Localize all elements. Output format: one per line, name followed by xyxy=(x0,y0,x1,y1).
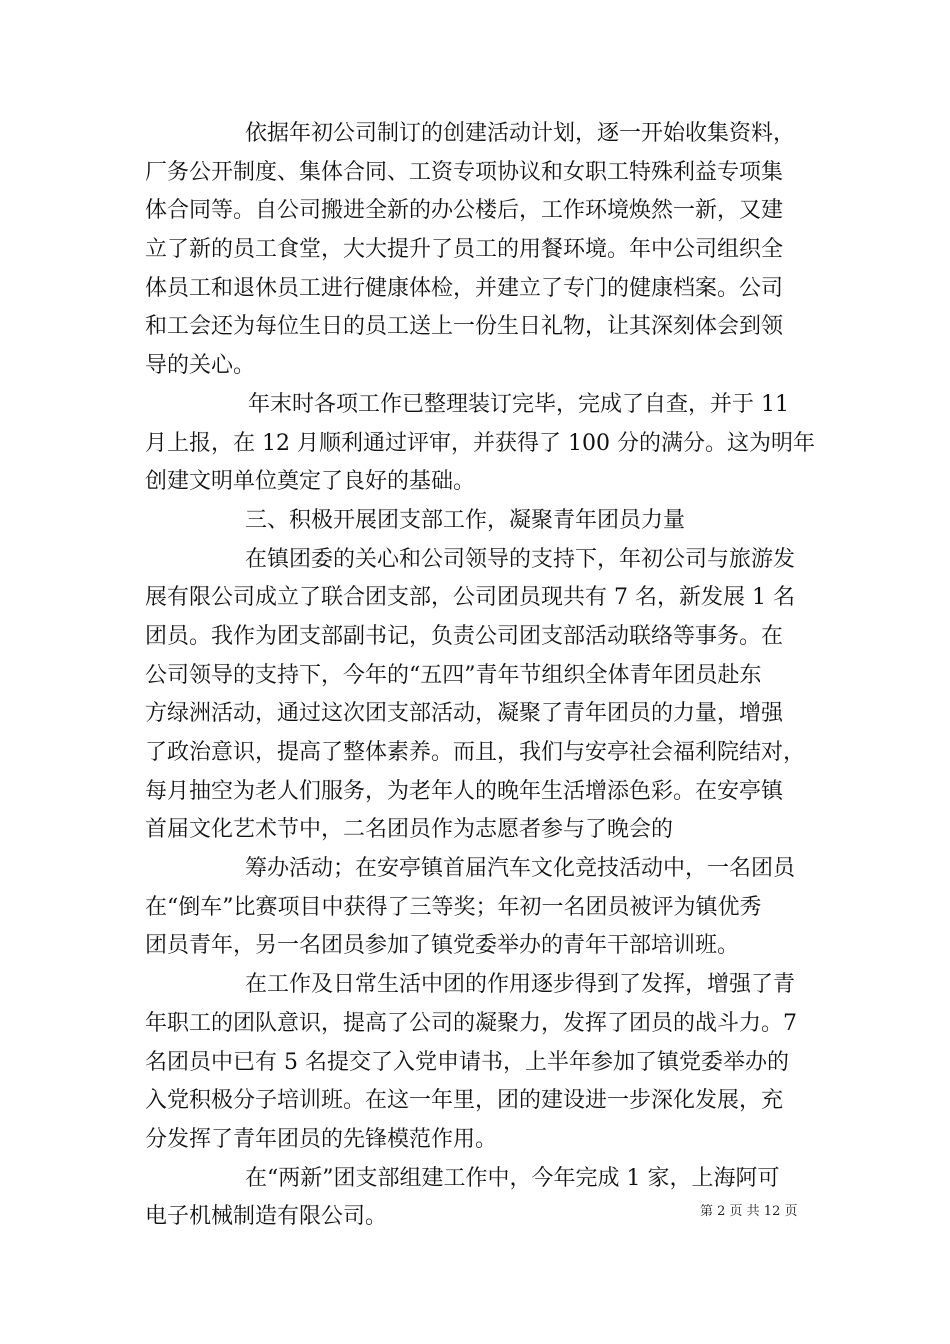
paragraph-line: 首届文化艺术节中，二名团员作为志愿者参与了晚会的 xyxy=(145,817,674,843)
paragraph-line: 在“两新”团支部组建工作中，今年完成 1 家，上海阿可 xyxy=(245,1165,780,1191)
paragraph-line: 创建文明单位奠定了良好的基础。 xyxy=(145,469,476,495)
document-body xyxy=(145,115,825,1237)
paragraph-line: 名团员中已有 5 名提交了入党申请书，上半年参加了镇党委举办的 xyxy=(145,1049,789,1075)
paragraph-line: 立了新的员工食堂，大大提升了员工的用餐环境。年中公司组织全 xyxy=(145,237,784,263)
paragraph-line: 在镇团委的关心和公司领导的支持下，年初公司与旅游发 xyxy=(245,546,796,572)
page-number-footer: 第 2 页 共 12 页 xyxy=(700,1204,798,1219)
paragraph-line: 公司领导的支持下，今年的“五四”青年节组织全体青年团员赴东 xyxy=(145,662,762,688)
paragraph-line: 月上报，在 12 月顺利通过评审，并获得了 100 分的满分。这为明年 xyxy=(145,430,815,456)
paragraph-line: 方绿洲活动，通过这次团支部活动，凝聚了青年团员的力量，增强 xyxy=(145,701,784,727)
paragraph-line: 体员工和退休员工进行健康体检，并建立了专门的健康档案。公司 xyxy=(145,275,784,301)
section-heading: 三、积极开展团支部工作，凝聚青年团员力量 xyxy=(245,507,686,533)
paragraph-line: 展有限公司成立了联合团支部，公司团员现共有 7 名，新发展 1 名 xyxy=(145,585,795,611)
paragraph-line: 和工会还为每位生日的员工送上一份生日礼物，让其深刻体会到领 xyxy=(145,314,784,340)
paragraph-line: 依据年初公司制订的创建活动计划，逐一开始收集资料， xyxy=(245,121,796,146)
paragraph-line: 每月抽空为老人们服务，为老年人的晚年生活增添色彩。在安亭镇 xyxy=(145,778,784,804)
paragraph-line: 体合同等。自公司搬进全新的办公楼后，工作环境焕然一新，又建 xyxy=(145,198,784,224)
paragraph-line: 年末时各项工作已整理装订完毕，完成了自查，并于 11 xyxy=(248,391,789,417)
paragraph-line: 导的关心。 xyxy=(145,353,256,379)
paragraph-line: 筹办活动；在安亭镇首届汽车文化竞技活动中，一名团员 xyxy=(245,856,796,882)
paragraph-line: 了政治意识，提高了整体素养。而且，我们与安亭社会福利院结对， xyxy=(145,740,806,765)
paragraph-line: 团员青年，另一名团员参加了镇党委举办的青年干部培训班。 xyxy=(145,933,740,959)
paragraph-line: 团员。我作为团支部副书记，负责公司团支部活动联络等事务。在 xyxy=(145,623,784,649)
paragraph-line: 分发挥了青年团员的先锋模范作用。 xyxy=(145,1126,498,1152)
paragraph-line: 电子机械制造有限公司。 xyxy=(145,1204,388,1230)
paragraph-line: 在工作及日常生活中团的作用逐步得到了发挥，增强了青 xyxy=(245,972,796,998)
paragraph-line: 在“倒车”比赛项目中获得了三等奖；年初一名团员被评为镇优秀 xyxy=(145,894,762,920)
paragraph-line: 入党积极分子培训班。在这一年里，团的建设进一步深化发展，充 xyxy=(145,1088,784,1114)
paragraph-line: 年职工的团队意识，提高了公司的凝聚力，发挥了团员的战斗力。7 xyxy=(145,1010,797,1036)
paragraph-line: 厂务公开制度、集体合同、工资专项协议和女职工特殊利益专项集 xyxy=(145,159,784,185)
